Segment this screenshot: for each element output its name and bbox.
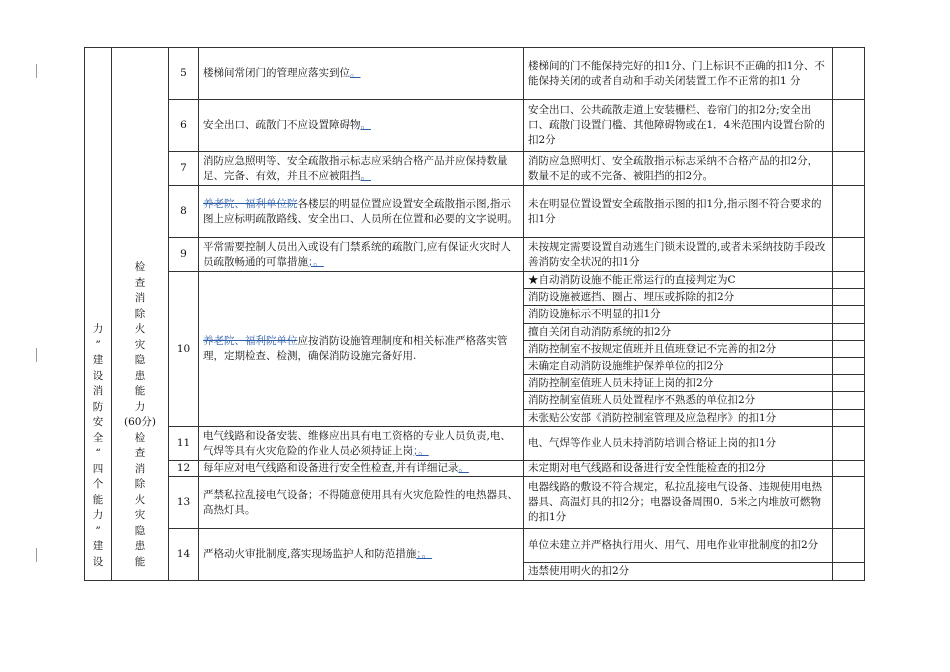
item-number: 8: [169, 186, 199, 238]
vertical-char: 力: [92, 323, 104, 335]
requirement-cell: [199, 152, 524, 186]
criteria-cell: 未按规定需要设置自动逃生门锁未设置的,或者未采纳技防手段改善消防安全状况的扣1分: [524, 238, 833, 272]
vertical-char: 消: [134, 292, 146, 304]
revision-mark: ；。: [308, 255, 324, 268]
criteria-cell: 擅自关闭自动消防系统的扣2分: [524, 324, 833, 341]
score-cell: [833, 100, 865, 152]
requirement-cell: [199, 100, 524, 152]
criteria-cell: 消防应急照明灯、安全疏散指示标志采纳不合格产品的扣2分，数量不足的或不完备、被阻挡的扣2分。: [524, 152, 833, 186]
criteria-cell: 消防控制室值班人员处置程序不熟悉的单位扣2分: [524, 392, 833, 410]
revision-mark: ；。: [413, 444, 429, 457]
vertical-char: 力: [92, 509, 104, 521]
table-row: [85, 272, 865, 289]
requirement-text: 每年应对电气线路和设备进行安全性检查,并有详细记录: [203, 462, 459, 474]
item-number: 6: [169, 100, 199, 152]
vertical-char: 火: [134, 323, 146, 335]
requirement-text: 各楼层的明显位置应设置安全疏散指示图,指示图上应标明疏散路线、安全出口、人员所在位置和必要的文字说明。: [203, 197, 518, 225]
category-column: [85, 48, 112, 581]
score-cell: [833, 427, 865, 461]
revision-mark: 。: [360, 169, 371, 182]
criteria-cell: 未张贴公安部《消防控制室管理及应急程序》的扣1分: [524, 410, 833, 427]
vertical-char: 除: [134, 478, 146, 490]
deleted-text: 养老院、福利单位院: [203, 197, 298, 210]
requirement-cell: [199, 238, 524, 272]
margin-mark: [36, 64, 37, 78]
vertical-char: 患: [134, 540, 146, 552]
criteria-cell: 消防控制室不按规定值班并且值班登记不完善的扣2分: [524, 341, 833, 358]
score-cell: [833, 563, 865, 581]
criteria-cell: 单位未建立并严格执行用火、用气、用电作业审批制度的扣2分: [524, 529, 833, 563]
requirement-cell: [199, 529, 524, 581]
item-number: 10: [169, 272, 199, 427]
requirement-cell: [199, 186, 524, 238]
score-cell: [833, 272, 865, 289]
item-number: 11: [169, 427, 199, 461]
vertical-char: 查: [134, 276, 146, 289]
vertical-char: 安: [92, 416, 104, 428]
vertical-char: 个: [92, 478, 104, 490]
score-cell: [833, 410, 865, 427]
score-cell: [833, 529, 865, 563]
score-cell: [833, 392, 865, 410]
vertical-char: 隐: [134, 354, 146, 366]
score-cell: [833, 306, 865, 324]
criteria-cell: 电器线路的敷设不符合规定，私拉乱接电气设备、违规使用电热器具、高温灯具的扣2分；电器设备周围0．5米之内堆放可燃物的扣1分: [524, 477, 833, 529]
vertical-char: “: [95, 447, 101, 459]
vertical-char: 灾: [134, 338, 146, 351]
vertical-char: 患: [134, 369, 146, 382]
item-number: 7: [169, 152, 199, 186]
vertical-char: 除: [134, 307, 146, 320]
section-score: (60分): [123, 416, 157, 428]
criteria-cell: 消防设施标示不明显的扣1分: [524, 306, 833, 324]
score-cell: [833, 238, 865, 272]
score-cell: [833, 289, 865, 306]
category-label: [89, 322, 107, 570]
requirement-text: 应按消防设施管理制度和相关标准严格落实管理，定期检查、检测，确保消防设施完备好用.: [203, 335, 508, 362]
vertical-char: 能: [134, 555, 146, 568]
margin-mark: [36, 548, 37, 562]
vertical-char: 力: [134, 400, 146, 413]
requirement-cell: [199, 272, 524, 427]
vertical-char: 能: [92, 493, 104, 506]
criteria-cell: 违禁使用明火的扣2分: [524, 563, 833, 581]
vertical-char: 消: [92, 385, 104, 397]
vertical-char: 灾: [134, 509, 146, 521]
requirement-cell: [199, 477, 524, 529]
criteria-cell: 未定期对电气线路和设备进行安全性能检查的扣2分: [524, 461, 833, 477]
vertical-char: 防: [92, 400, 104, 413]
criteria-cell: 电、气焊等作业人员未持消防培训合格证上岗的扣1分: [524, 427, 833, 461]
score-cell: [833, 375, 865, 392]
inspection-table: [84, 47, 865, 581]
criteria-cell: 消防设施被遮挡、圈占、埋压或拆除的扣2分: [524, 289, 833, 306]
score-cell: [833, 358, 865, 375]
section-label-continued: [116, 431, 164, 571]
vertical-char: 全: [92, 431, 104, 444]
margin-mark: [36, 348, 37, 362]
criteria-cell: 未在明显位置设置安全疏散指示图的扣1分,指示图不符合要求的扣1分: [524, 186, 833, 238]
item-number: 9: [169, 238, 199, 272]
requirement-cell: [199, 461, 524, 477]
table-row: [85, 48, 865, 100]
item-number: 12: [169, 461, 199, 477]
table-row: [85, 477, 865, 529]
score-cell: [833, 341, 865, 358]
requirement-text: 电气线路和设备安装、维修应出具有电工资格的专业人员负责,电、气焊等具有火灾危险的作业人员必须持证上岗: [203, 429, 511, 457]
score-cell: [833, 324, 865, 341]
vertical-char: 消: [134, 462, 146, 475]
requirement-text: 安全出口、疏散门不应设置障碍物: [203, 119, 361, 131]
criteria-cell: 未确定自动消防设施维护保养单位的扣2分: [524, 358, 833, 375]
table-row: [85, 186, 865, 238]
vertical-char: ”: [95, 338, 101, 351]
criteria-cell: ★自动消防设施不能正常运行的直接判定为C: [524, 272, 833, 289]
criteria-cell: 楼梯间的门不能保持完好的扣1分、门上标识不正确的扣1分、不能保持关闭的或者自动和手动关闭装置工作不正常的扣1 分: [524, 48, 833, 100]
table-row: [85, 152, 865, 186]
vertical-char: 检: [134, 431, 146, 444]
vertical-char: ”: [95, 524, 101, 537]
vertical-char: 建: [92, 540, 104, 552]
score-cell: [833, 461, 865, 477]
requirement-cell: [199, 427, 524, 461]
table-row: [85, 529, 865, 563]
item-number: 13: [169, 477, 199, 529]
vertical-char: 能: [134, 385, 146, 397]
vertical-char: 隐: [134, 524, 146, 537]
criteria-cell: 安全出口、公共疏散走道上安装栅栏、卷帘门的扣2分;安全出口、疏散门设置门槛、其他障碍物或在1．4米范围内设置台阶的扣2分: [524, 100, 833, 152]
revision-mark: 。: [458, 462, 469, 474]
requirement-text: 严格动火审批制度,落实现场监护人和防范措施: [203, 548, 417, 560]
deleted-text: 养老院、福利院单位: [203, 335, 298, 347]
table-row: [85, 427, 865, 461]
table-row: [85, 238, 865, 272]
requirement-cell: [199, 48, 524, 100]
item-number: 5: [169, 48, 199, 100]
criteria-cell: 消防控制室值班人员未持证上岗的扣2分: [524, 375, 833, 392]
table-row: [85, 100, 865, 152]
table-row: [85, 461, 865, 477]
score-cell: [833, 186, 865, 238]
requirement-text: 平常需要控制人员出入或设有门禁系统的疏散门,应有保证火灾时人员疏散畅通的可靠措施: [203, 240, 511, 268]
score-cell: [833, 152, 865, 186]
vertical-char: 火: [134, 493, 146, 506]
requirement-text: 消防应急照明等、安全疏散指示标志应采纳合格产品并应保持数量足、完备、有效，并且不应被阻挡: [203, 154, 508, 182]
vertical-char: 设: [92, 369, 104, 382]
score-cell: [833, 477, 865, 529]
score-cell: [833, 48, 865, 100]
revision-mark: 。: [360, 119, 371, 131]
revision-mark: 。: [350, 67, 361, 79]
vertical-char: 查: [134, 447, 146, 459]
revision-mark: ；。: [416, 548, 433, 560]
vertical-char: 四: [92, 462, 104, 475]
requirement-text: 楼梯间常闭门的管理应落实到位: [203, 67, 350, 79]
vertical-char: 检: [134, 261, 146, 273]
vertical-char: 建: [92, 354, 104, 366]
requirement-text: 严禁私拉乱接电气设备；不得随意使用具有火灾危险性的电热器具、高热灯具。: [203, 488, 518, 516]
item-number: 14: [169, 529, 199, 581]
section-column: [112, 48, 169, 581]
section-label: [116, 260, 164, 415]
vertical-char: 设: [92, 555, 104, 568]
